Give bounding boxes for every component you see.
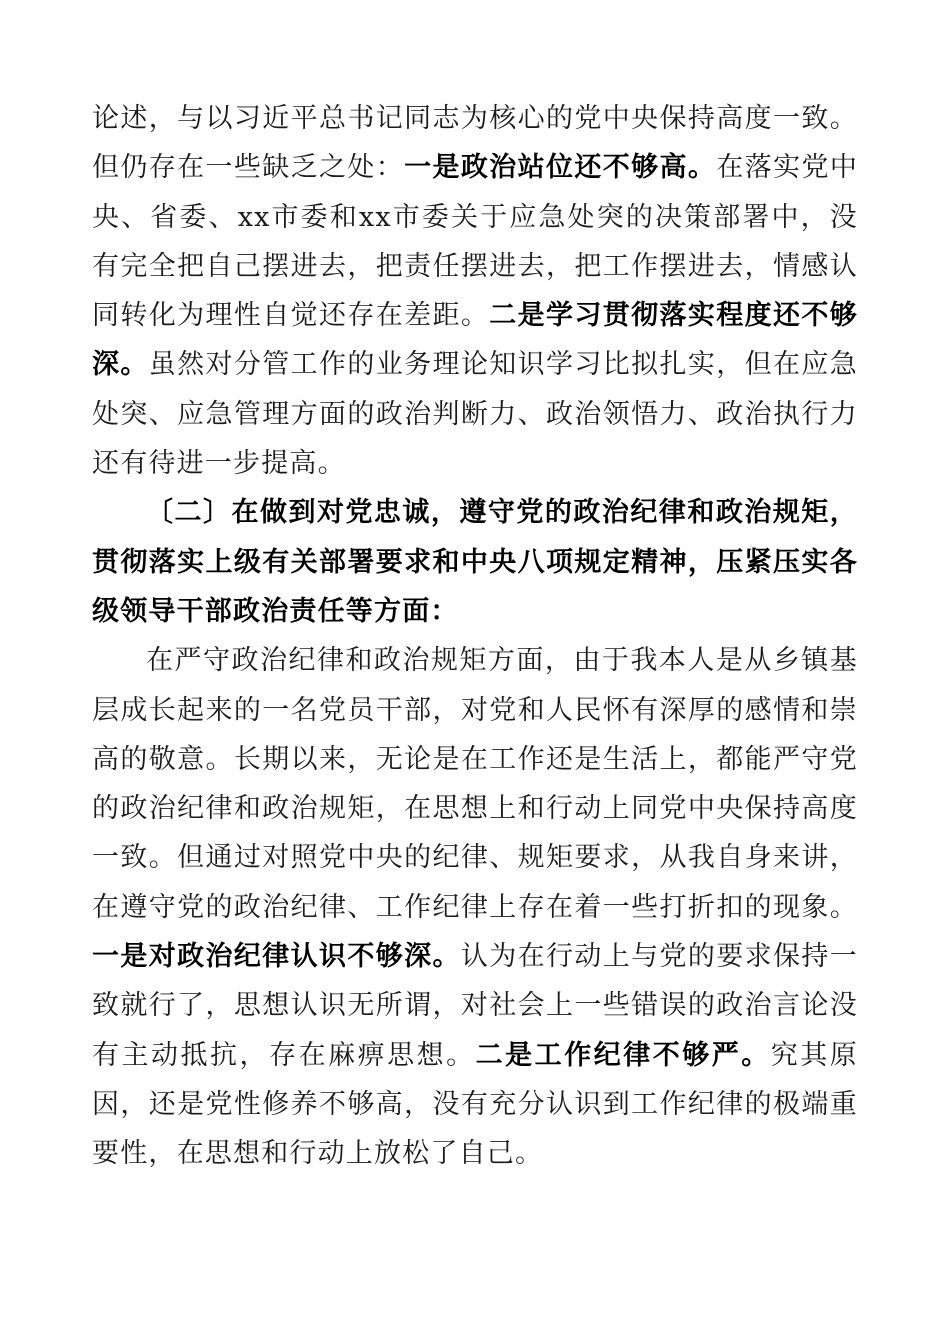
paragraph-text: 论述，与以习近平总书记同志为核心的党中央保持高度一致。但仍存在一些缺乏之处： [92, 103, 858, 184]
paragraph-text: 虽然对分管工作的业务理论知识学习比拟扎实，但在应急处突、应急管理方面的政治判断力、政治领悟力、政治执行力还有待进一步提高。 [92, 349, 859, 480]
paragraph-political-stance [92, 94, 858, 488]
bold-point-two: 二是学习贯彻落实程度还不够深。 [92, 300, 858, 381]
paragraph-text: 究其原因，还是党性修养不够高，没有充分认识到工作纪律的极端重要性，在思想和行动上放松了自己。 [92, 1039, 859, 1170]
document-page [92, 94, 858, 1179]
paragraph-text: 在落实党中央、省委、xx市委和xx市委关于应急处突的决策部署中，没有完全把自己摆进去，把责任摆进去，把工作摆进去，情感认同转化为理性自觉还存在差距。 [92, 152, 859, 332]
section-heading-2: 〔二〕在做到对党忠诚，遵守党的政治纪律和政治规矩，贯彻落实上级有关部署要求和中央八项规定精神，压紧压实各级领导干部政治责任等方面： [92, 497, 858, 627]
paragraph-text: 认为在行动上与党的要求保持一致就行了，思想认识无所谓，对社会上一些错误的政治言论没有主动抵抗，存在麻痹思想。 [92, 941, 858, 1071]
paragraph-discipline [92, 636, 858, 1178]
bold-point-one: 一是政治站位还不够高。 [404, 152, 717, 184]
bold-point-one: 一是对政治纪律认识不够深。 [92, 941, 461, 973]
bold-point-two: 二是工作纪律不够严。 [475, 1039, 771, 1071]
paragraph-text: 在严守政治纪律和政治规矩方面，由于我本人是从乡镇基层成长起来的一名党员干部，对党和人民怀有深厚的感情和崇高的敬意。长期以来，无论是在工作还是生活上，都能严守党的政治纪律和政治规矩，在思想上和行动上同党中央保持高度一致。但通过对照党中央的纪律、规矩要求，从我自身来讲，在遵守党的政治纪律、工作纪律上存在着一些打折扣的现象。 [92, 645, 858, 923]
